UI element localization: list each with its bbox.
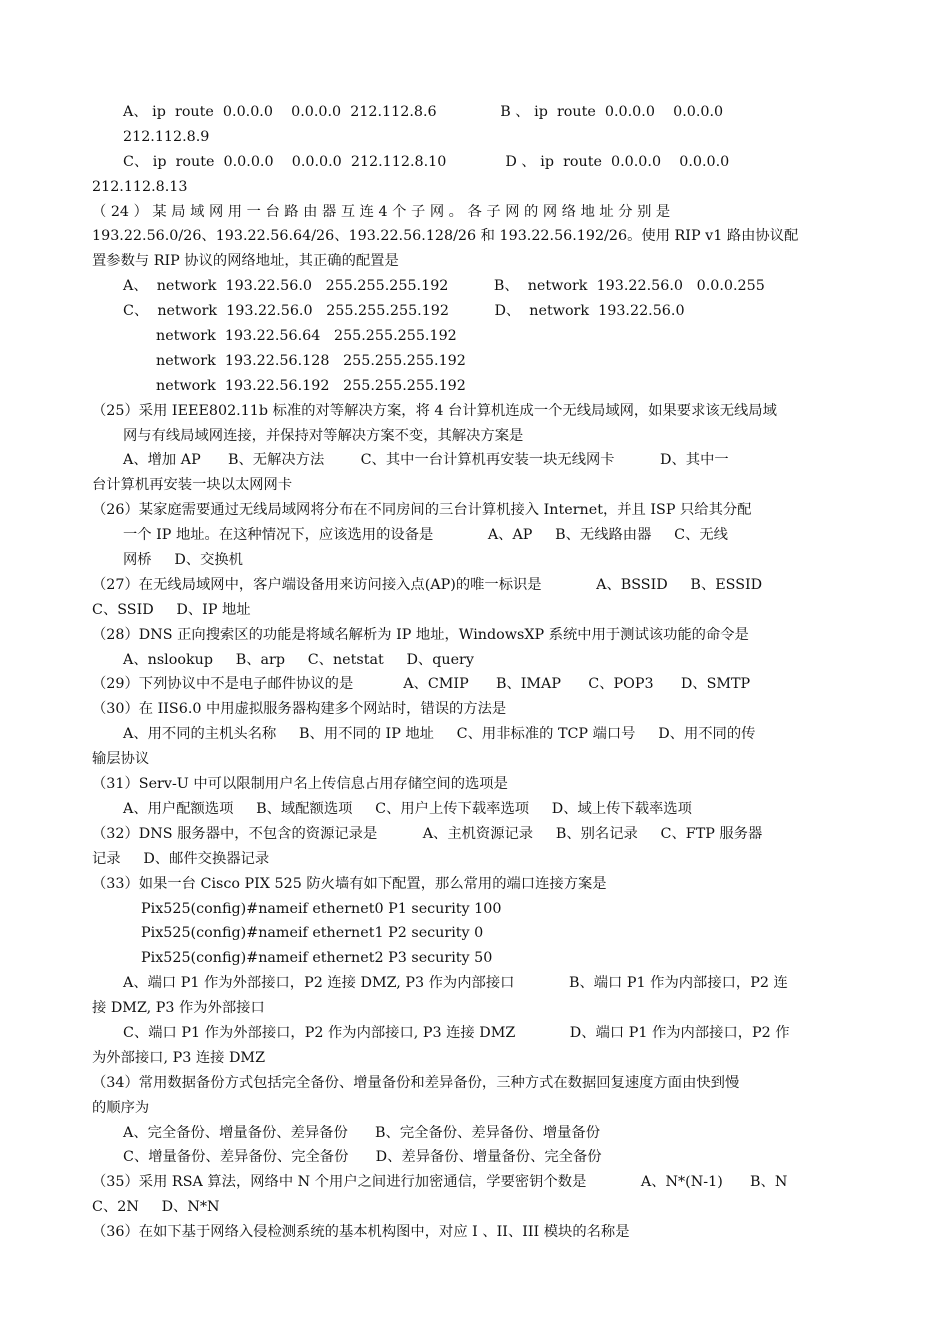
text-line: 台计算机再安装一块以太网网卡	[92, 477, 293, 494]
text-line: （26）某家庭需要通过无线局域网将分布在不同房间的三台计算机接入 Internet，并且 ISP 只给其分配	[92, 502, 752, 519]
text-line: （25）采用 IEEE802.11b 标准的对等解决方案，将 4 台计算机连成一个无线局域网，如果要求该无线局域	[92, 402, 777, 419]
text-line: （30）在 IIS6.0 中用虚拟服务器构建多个网站时，错误的方法是	[92, 701, 507, 718]
text-line: A、端口 P1 作为外部接口，P2 连接 DMZ, P3 作为内部接口 B、端口 P1 作为内部接口，P2 连	[123, 975, 788, 992]
text-line: C、SSID D、IP 地址	[92, 601, 251, 618]
text-line: network 193.22.56.192 255.255.255.192	[156, 377, 466, 394]
text-line: 网与有线局域网连接，并保持对等解决方案不变，其解决方案是	[123, 427, 524, 444]
text-line: （32）DNS 服务器中，不包含的资源记录是 A、主机资源记录 B、别名记录 C、FTP 服务器	[92, 825, 763, 842]
text-line: Pix525(config)#nameif ethernet0 P1 security 100	[141, 900, 502, 917]
text-line: 一个 IP 地址。在这种情况下，应该选用的设备是 A、AP B、无线路由器 C、无线	[123, 527, 728, 544]
text-line: Pix525(config)#nameif ethernet2 P3 security 50	[141, 950, 493, 967]
text-line: 的顺序为	[92, 1099, 150, 1116]
text-line: A、 network 193.22.56.0 255.255.255.192 B、 network 193.22.56.0 0.0.0.255	[123, 278, 765, 295]
text-line: A、 ip route 0.0.0.0 0.0.0.0 212.112.8.6 B 、 ip route 0.0.0.0 0.0.0.0	[123, 104, 724, 120]
text-line: C、端口 P1 作为外部接口，P2 作为内部接口, P3 连接 DMZ D、端口 P1 作为内部接口，P2 作	[123, 1024, 790, 1041]
document-page	[92, 100, 862, 1245]
text-line: （ 24 ） 某 局 域 网 用 一 台 路 由 器 互 连 4 个 子 网 。 各 子 网 的 网 络 地 址 分 别 是	[92, 203, 671, 220]
text-line: 193.22.56.0/26、193.22.56.64/26、193.22.56.128/26 和 193.22.56.192/26。使用 RIP v1 路由协议配	[92, 228, 799, 245]
text-line: A、用不同的主机头名称 B、用不同的 IP 地址 C、用非标准的 TCP 端口号 D、用不同的传	[123, 726, 756, 743]
text-line: A、完全备份、增量备份、差异备份 B、完全备份、差异备份、增量备份	[123, 1124, 601, 1141]
text-line: 212.112.8.13	[92, 178, 188, 195]
text-line: 网桥 D、交换机	[123, 552, 243, 569]
text-line: A、nslookup B、arp C、netstat D、query	[123, 651, 474, 668]
text-line: C、 network 193.22.56.0 255.255.255.192 D、 network 193.22.56.0	[123, 303, 685, 320]
text-line: C、2N D、N*N	[92, 1199, 220, 1216]
text-line: C、增量备份、差异备份、完全备份 D、差异备份、增量备份、完全备份	[123, 1149, 602, 1166]
text-line: 输层协议	[92, 751, 150, 768]
text-line: 记录 D、邮件交换器记录	[92, 850, 270, 867]
text-line: Pix525(config)#nameif ethernet1 P2 security 0	[141, 925, 484, 942]
text-line: 置参数与 RIP 协议的网络地址，其正确的配置是	[92, 253, 399, 270]
text-line: A、增加 AP B、无解决方法 C、其中一台计算机再安装一块无线网卡 D、其中一	[123, 452, 729, 469]
text-line: （33）如果一台 Cisco PIX 525 防火墙有如下配置，那么常用的端口连接方案是	[92, 875, 607, 892]
text-line: （28）DNS 正向搜索区的功能是将域名解析为 IP 地址，WindowsXP 系统中用于测试该功能的命令是	[92, 626, 749, 643]
text-line: 212.112.8.9	[123, 128, 210, 145]
text-line: network 193.22.56.128 255.255.255.192	[156, 352, 466, 369]
text-line: A、用户配额选项 B、域配额选项 C、用户上传下载率选项 D、域上传下载率选项	[123, 800, 692, 817]
text-line: 接 DMZ, P3 作为外部接口	[92, 1000, 265, 1017]
text-line: （34）常用数据备份方式包括完全备份、增量备份和差异备份，三种方式在数据回复速度方面由快到慢	[92, 1074, 740, 1091]
text-line: （35）采用 RSA 算法，网络中 N 个用户之间进行加密通信，学要密钥个数是 A、N*(N-1) B、N	[92, 1174, 788, 1191]
text-line: （29）下列协议中不是电子邮件协议的是 A、CMIP B、IMAP C、POP3 D、SMTP	[92, 676, 751, 693]
text-line: （31）Serv-U 中可以限制用户名上传信息占用存储空间的选项是	[92, 776, 508, 793]
text-line: （27）在无线局域网中，客户端设备用来访问接入点(AP)的唯一标识是 A、BSSID B、ESSID	[92, 576, 763, 593]
text-line: 为外部接口, P3 连接 DMZ	[92, 1049, 266, 1066]
text-line: network 193.22.56.64 255.255.255.192	[156, 328, 457, 345]
text-line: （36）在如下基于网络入侵检测系统的基本机构图中，对应 I 、II、III 模块的名称是	[92, 1224, 630, 1241]
text-line: C、 ip route 0.0.0.0 0.0.0.0 212.112.8.10 D 、 ip route 0.0.0.0 0.0.0.0	[123, 153, 730, 170]
